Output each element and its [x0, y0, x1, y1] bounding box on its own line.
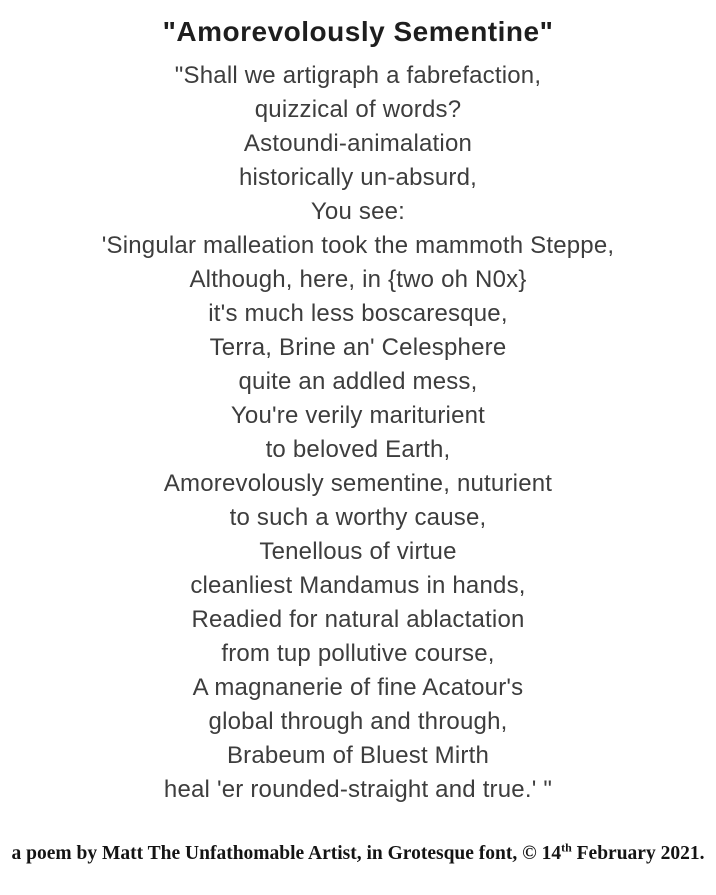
poem-line: historically un-absurd,: [238, 164, 478, 191]
footer-credit-superscript: th: [561, 840, 572, 855]
poem-line: Brabeum of Bluest Mirth: [226, 742, 490, 769]
poem-line: global through and through,: [208, 708, 508, 735]
poem-line: You see:: [310, 198, 406, 225]
poem-line: it's much less boscaresque,: [208, 300, 508, 327]
footer-credit-prefix: a poem by Matt The Unfathomable Artist, in Grotesque font, © 14: [11, 843, 562, 864]
poem-line: Amorevolously sementine, nuturient: [163, 470, 553, 497]
poem-line: to such a worthy cause,: [229, 504, 487, 531]
poem-line: Terra, Brine an' Celesphere: [209, 334, 507, 361]
poem-line: You're verily mariturient: [230, 402, 486, 429]
footer-credit: [0, 840, 716, 865]
poem-line: from tup pollutive course,: [221, 640, 495, 667]
poem-line: 'Singular malleation took the mammoth Steppe,: [101, 232, 615, 259]
poem-body: [0, 59, 716, 807]
poem-line: Tenellous of virtue: [259, 538, 457, 565]
poem-line: Although, here, in {two oh N0x}: [189, 266, 527, 293]
poem-line: "Shall we artigraph a fabrefaction,: [174, 62, 542, 89]
poem-line: cleanliest Mandamus in hands,: [190, 572, 526, 599]
poem-line: Readied for natural ablactation: [191, 606, 525, 633]
poem-line: to beloved Earth,: [265, 436, 451, 463]
poem-line: heal 'er rounded-straight and true.' ": [163, 776, 553, 803]
poem-line: quite an addled mess,: [238, 368, 478, 395]
poem-line: A magnanerie of fine Acatour's: [192, 674, 524, 701]
page-title: "Amorevolously Sementine": [162, 16, 554, 47]
poem-line: Astoundi-animalation: [243, 130, 473, 157]
poem-line: quizzical of words?: [254, 96, 462, 123]
footer-credit-suffix: February 2021.: [571, 843, 705, 864]
